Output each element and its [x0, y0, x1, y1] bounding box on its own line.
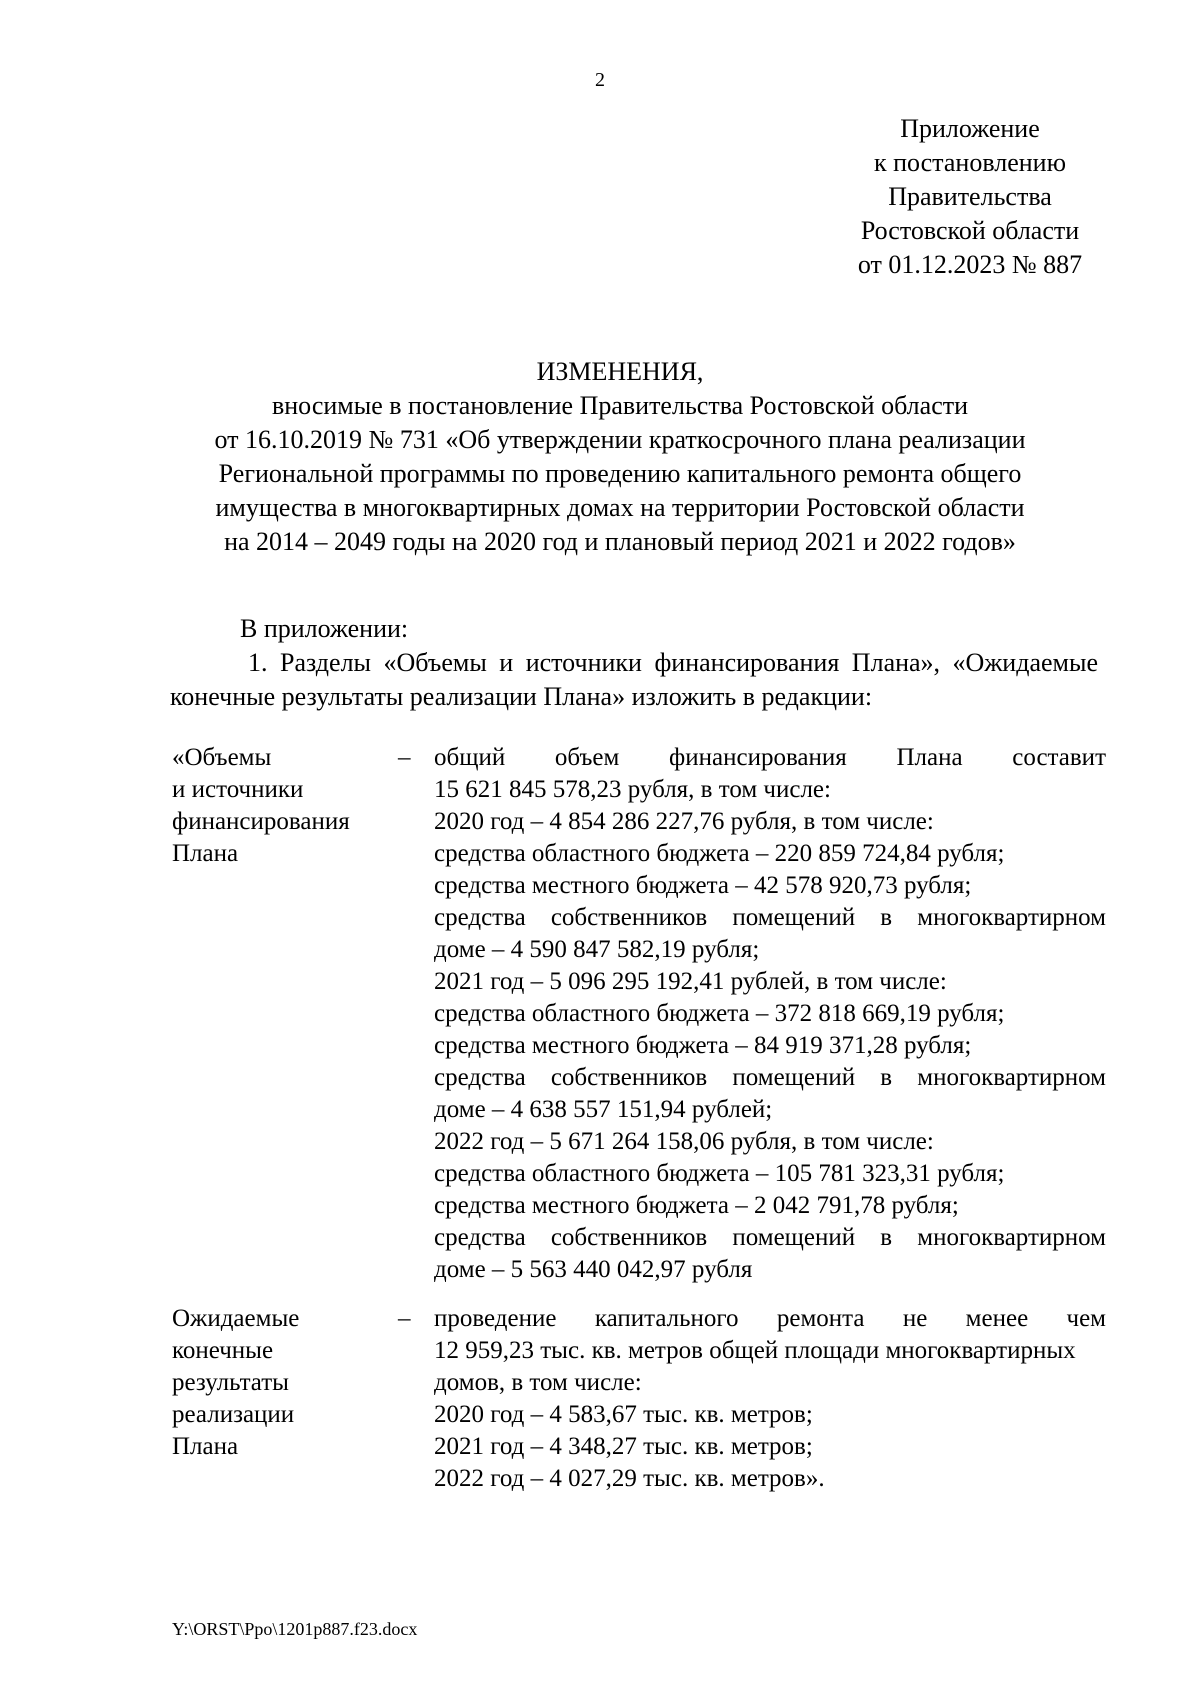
page-number: 2 [595, 69, 605, 91]
term-line: «Объемы [172, 744, 272, 771]
heading-title: ИЗМЕНЕНИЯ, [536, 357, 704, 386]
approval-line: от 01.12.2023 № 887 [857, 250, 1083, 279]
detail-line: 2021 год – 5 096 295 192,41 рублей, в том числе: [434, 968, 947, 995]
heading-line: Региональной программы по проведению капитального ремонта общего [218, 459, 1022, 488]
intro-label: В приложении: [240, 614, 409, 643]
detail-line: проведение капитального ремонта не менее чем [434, 1305, 1106, 1332]
results-details [434, 1303, 1106, 1495]
detail-line: доме – 4 638 557 151,94 рублей; [434, 1096, 773, 1123]
detail-line: средства местного бюджета – 2 042 791,78 рубля; [434, 1192, 959, 1219]
term-dash: – [398, 744, 411, 771]
detail-line: средства областного бюджета – 220 859 724,84 рубля; [434, 840, 1005, 867]
detail-line: доме – 5 563 440 042,97 рубля [434, 1256, 753, 1283]
heading-line: имущества в многоквартирных домах на территории Ростовской области [215, 493, 1025, 522]
term-line: и источники [172, 776, 304, 803]
approval-line: Ростовской области [860, 216, 1080, 245]
term-line: Плана [172, 1433, 239, 1460]
detail-line: 2022 год – 5 671 264 158,06 рубля, в том числе: [434, 1128, 934, 1155]
detail-line: средства собственников помещений в многоквартирном [434, 1224, 1106, 1251]
term-dash: – [398, 1305, 411, 1332]
term-line: конечные [172, 1337, 274, 1364]
approval-line: Правительства [888, 182, 1052, 211]
detail-line: 12 959,23 тыс. кв. метров общей площади многоквартирных [434, 1337, 1076, 1364]
approval-block [820, 112, 1120, 282]
results-term [172, 1303, 392, 1463]
funding-term [172, 742, 392, 870]
heading-line: от 16.10.2019 № 731 «Об утверждении краткосрочного плана реализации [214, 425, 1026, 454]
detail-line: средства областного бюджета – 105 781 323,31 рубля; [434, 1160, 1005, 1187]
detail-line: 15 621 845 578,23 рубля, в том числе: [434, 776, 831, 803]
detail-line: 2021 год – 4 348,27 тыс. кв. метров; [434, 1433, 813, 1460]
term-line: финансирования [172, 808, 350, 835]
detail-line: средства местного бюджета – 84 919 371,28 рубля; [434, 1032, 972, 1059]
intro-item-1: 1. Разделы «Объемы и источники финансирования Плана», «Ожидаемые конечные результаты реализации Плана» изложить в редакции: [170, 648, 1098, 711]
detail-line: домов, в том числе: [434, 1369, 642, 1396]
approval-line: к постановлению [873, 148, 1067, 177]
file-path: Y:\ORST\Ppo\1201p887.f23.docx [172, 1619, 418, 1639]
term-line: реализации [172, 1401, 295, 1428]
heading-line: вносимые в постановление Правительства Ростовской области [271, 391, 969, 420]
detail-line: средства местного бюджета – 42 578 920,73 рубля; [434, 872, 972, 899]
detail-line: 2020 год – 4 583,67 тыс. кв. метров; [434, 1401, 813, 1428]
funding-details [434, 742, 1106, 1286]
term-line: Плана [172, 840, 239, 867]
detail-line: средства собственников помещений в многоквартирном [434, 904, 1106, 931]
heading-line: на 2014 – 2049 годы на 2020 год и плановый период 2021 и 2022 годов» [224, 527, 1016, 556]
term-line: Ожидаемые [172, 1305, 300, 1332]
detail-line: общий объем финансирования Плана составит [434, 744, 1106, 771]
detail-line: 2022 год – 4 027,29 тыс. кв. метров». [434, 1465, 825, 1492]
document-heading [150, 355, 1090, 559]
detail-line: 2020 год – 4 854 286 227,76 рубля, в том числе: [434, 808, 934, 835]
detail-line: доме – 4 590 847 582,19 рубля; [434, 936, 760, 963]
detail-line: средства областного бюджета – 372 818 669,19 рубля; [434, 1000, 1005, 1027]
approval-line: Приложение [900, 114, 1040, 143]
term-line: результаты [172, 1369, 289, 1396]
detail-line: средства собственников помещений в многоквартирном [434, 1064, 1106, 1091]
